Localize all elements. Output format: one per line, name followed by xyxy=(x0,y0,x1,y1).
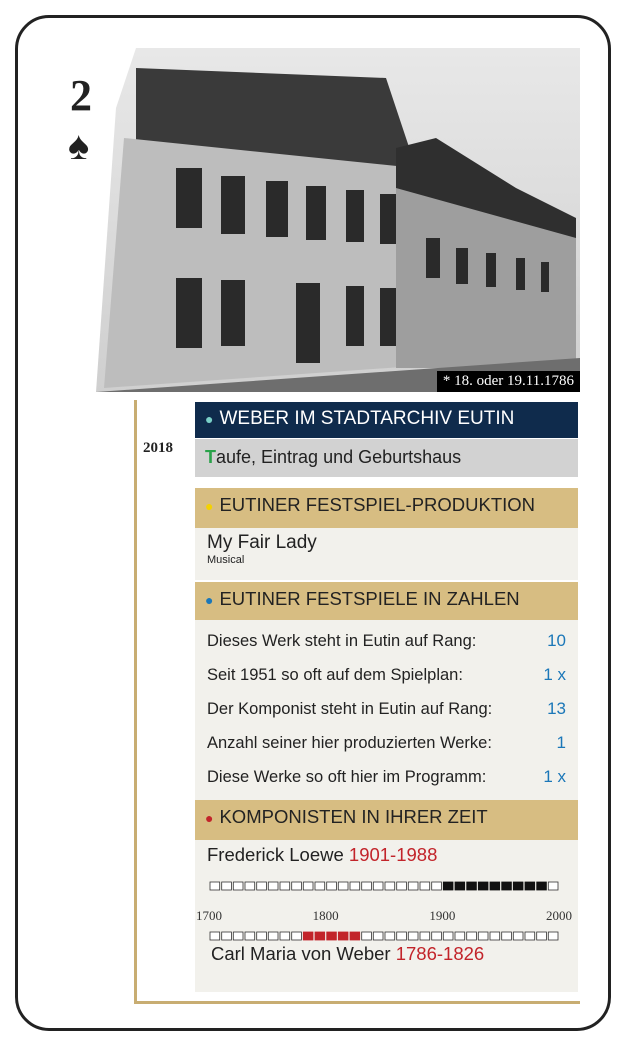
decade-cell xyxy=(420,882,430,890)
composer-name: Frederick Loewe xyxy=(207,844,344,865)
bullet-icon: ● xyxy=(205,592,214,609)
decade-cell xyxy=(513,882,523,890)
decade-cell xyxy=(467,882,477,890)
composer-years: 1901-1988 xyxy=(348,844,438,865)
decade-cell xyxy=(548,882,558,890)
decade-cell xyxy=(303,932,313,940)
composer-years: 1786-1826 xyxy=(395,943,485,964)
decade-cell xyxy=(537,882,547,890)
stat-label: Seit 1951 so oft auf dem Spielplan: xyxy=(207,665,463,684)
card-rank: 2 xyxy=(70,71,92,120)
decade-cell xyxy=(455,882,465,890)
year-label: 2018 xyxy=(143,440,173,456)
decade-cell xyxy=(292,932,302,940)
decade-cell xyxy=(408,932,418,940)
house-photo xyxy=(96,48,580,392)
decade-cell xyxy=(233,882,243,890)
decade-cell xyxy=(210,882,220,890)
decade-cell xyxy=(397,932,407,940)
decade-cell xyxy=(373,932,383,940)
decade-cell xyxy=(327,932,337,940)
section-header-archive xyxy=(195,402,578,438)
decade-cell xyxy=(292,882,302,890)
stat-value: 1 x xyxy=(543,665,566,684)
section-title: EUTINER FESTSPIELE IN ZAHLEN xyxy=(219,588,520,609)
production-info xyxy=(195,528,578,580)
decade-cell xyxy=(350,882,360,890)
decade-cell xyxy=(338,882,348,890)
composer-weber xyxy=(211,943,484,965)
decade-cell xyxy=(245,882,255,890)
stat-value: 10 xyxy=(547,631,566,650)
decade-cell xyxy=(315,882,325,890)
decade-cell xyxy=(362,932,372,940)
work-type: Musical xyxy=(207,554,245,566)
decade-cell xyxy=(408,882,418,890)
composer-timeline xyxy=(195,840,578,992)
stat-row xyxy=(207,726,566,760)
decade-cell xyxy=(525,932,535,940)
decade-cell xyxy=(502,882,512,890)
decade-cell xyxy=(502,932,512,940)
section-title: KOMPONISTEN IN IHRER ZEIT xyxy=(219,806,488,827)
decade-cell xyxy=(385,932,395,940)
stat-row xyxy=(207,760,566,794)
stat-value: 13 xyxy=(547,699,566,718)
decade-cell xyxy=(257,882,267,890)
decade-cell xyxy=(432,882,442,890)
decade-cell xyxy=(222,932,232,940)
spade-icon: ♠ xyxy=(68,124,90,168)
decade-cell xyxy=(222,882,232,890)
decade-cell xyxy=(420,932,430,940)
decade-cell xyxy=(385,882,395,890)
composer-name: Carl Maria von Weber xyxy=(211,943,391,964)
decade-cell xyxy=(373,882,383,890)
decade-cell xyxy=(280,932,290,940)
stat-row xyxy=(207,658,566,692)
stat-label: Der Komponist steht in Eutin auf Rang: xyxy=(207,699,493,718)
decade-cell xyxy=(490,882,500,890)
decade-cell xyxy=(233,932,243,940)
section-header-composers xyxy=(195,800,578,840)
decade-cell xyxy=(478,882,488,890)
bullet-icon: ● xyxy=(205,410,214,427)
decade-cell xyxy=(362,882,372,890)
bullet-icon: ● xyxy=(205,498,214,515)
decade-cell xyxy=(257,932,267,940)
axis-tick-label: 1800 xyxy=(312,908,339,923)
section-title: WEBER IM STADTARCHIV EUTIN xyxy=(219,408,515,429)
work-title: My Fair Lady xyxy=(207,532,317,553)
subtitle-initial: T xyxy=(205,447,216,467)
stat-row xyxy=(207,692,566,726)
decade-cell xyxy=(210,932,220,940)
stat-label: Dieses Werk steht in Eutin auf Rang: xyxy=(207,631,477,650)
decade-cell xyxy=(303,882,313,890)
decade-cell xyxy=(537,932,547,940)
section-header-stats xyxy=(195,582,578,620)
decade-cell xyxy=(443,882,453,890)
timeline-graphic xyxy=(195,840,578,992)
timeline-border-vertical xyxy=(134,400,137,1004)
timeline-border-horizontal xyxy=(134,1001,580,1004)
axis-tick-label: 1900 xyxy=(429,908,456,923)
decade-cell xyxy=(467,932,477,940)
section-title: EUTINER FESTSPIEL-PRODUKTION xyxy=(219,494,536,515)
stat-label: Diese Werke so oft hier im Programm: xyxy=(207,767,487,786)
archive-subtitle xyxy=(195,439,578,477)
decade-cell xyxy=(443,932,453,940)
decade-cell xyxy=(478,932,488,940)
decade-cell xyxy=(525,882,535,890)
decade-cell xyxy=(268,932,278,940)
decade-cell xyxy=(397,882,407,890)
birth-date-caption: * 18. oder 19.11.1786 xyxy=(437,371,580,392)
decade-cell xyxy=(432,932,442,940)
decade-cell xyxy=(490,932,500,940)
axis-tick-label: 2000 xyxy=(546,908,572,923)
decade-cell xyxy=(350,932,360,940)
subtitle-text: aufe, Eintrag und Geburtshaus xyxy=(216,447,462,467)
axis-tick-label: 1700 xyxy=(196,908,222,923)
decade-cell xyxy=(455,932,465,940)
bullet-icon: ● xyxy=(205,810,214,827)
stat-row xyxy=(207,624,566,658)
stat-label: Anzahl seiner hier produzierten Werke: xyxy=(207,733,492,752)
decade-cell xyxy=(327,882,337,890)
stats-list xyxy=(195,620,578,800)
decade-cell xyxy=(280,882,290,890)
decade-cell xyxy=(338,932,348,940)
section-header-production xyxy=(195,488,578,528)
decade-cell xyxy=(548,932,558,940)
decade-cell xyxy=(268,882,278,890)
decade-cell xyxy=(315,932,325,940)
decade-cell xyxy=(245,932,255,940)
stat-value: 1 x xyxy=(543,767,566,786)
decade-cell xyxy=(513,932,523,940)
stat-value: 1 xyxy=(556,733,566,752)
